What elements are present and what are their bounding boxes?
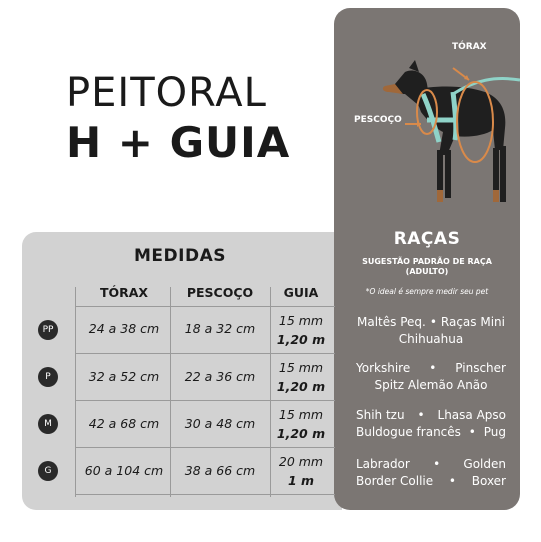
guia-width: 15 mm <box>278 407 324 422</box>
breed-name: Raças Mini <box>440 315 505 329</box>
divider <box>75 494 335 495</box>
title-line-1: PEITORAL <box>66 70 267 116</box>
size-badge: M <box>38 414 58 434</box>
pescoco-cell: 22 a 36 cm <box>184 369 256 384</box>
breed-name: Border Collie <box>356 474 434 488</box>
breed-name: Buldogue francês <box>356 425 461 439</box>
guia-width: 20 mm <box>278 454 324 469</box>
breed-name: Pug <box>483 425 506 439</box>
guia-length: 1,20 m <box>276 379 326 394</box>
racas-subtitle <box>334 257 520 277</box>
header-guia: GUIA <box>283 285 319 300</box>
size-badge: G <box>38 461 58 481</box>
racas-subtitle-line2: (ADULTO) <box>405 267 449 276</box>
torax-cell: 60 a 104 cm <box>84 463 164 478</box>
breed-name: Spitz Alemão Anão <box>374 378 488 392</box>
medidas-title: MEDIDAS <box>134 246 226 266</box>
breed-name: Chihuahua <box>398 332 464 346</box>
pescoco-cell: 38 a 66 cm <box>184 463 256 478</box>
torax-cell: 32 a 52 cm <box>88 369 160 384</box>
racas-subtitle-line1: SUGESTÃO PADRÃO DE RAÇA <box>362 257 492 266</box>
title-line-2: H + GUIA <box>66 118 291 167</box>
torax-cell: 24 a 38 cm <box>88 321 160 336</box>
divider <box>75 287 76 497</box>
breed-name: Golden <box>463 457 506 471</box>
size-badge: PP <box>38 320 58 340</box>
guia-cell <box>270 311 332 349</box>
guia-cell <box>270 452 332 490</box>
pescoco-cell: 18 a 32 cm <box>184 321 256 336</box>
breed-name: Shih tzu <box>356 408 405 422</box>
header-torax: TÓRAX <box>99 285 149 300</box>
divider <box>75 306 335 307</box>
breed-group-p: Yorkshire • Pinscher Spitz Alemão Anão <box>356 361 506 392</box>
size-badge: P <box>38 367 58 387</box>
breed-name: Lhasa Apso <box>437 408 506 422</box>
breed-name: Yorkshire <box>356 361 411 375</box>
breed-name: Boxer <box>471 474 506 488</box>
pescoco-cell: 30 a 48 cm <box>184 416 256 431</box>
guia-length: 1,20 m <box>276 426 326 441</box>
guia-width: 15 mm <box>278 313 324 328</box>
guia-length: 1,20 m <box>276 332 326 347</box>
breed-group-pp: Maltês Peq. • Raças Mini Chihuahua <box>357 315 505 346</box>
breed-name: Pinscher <box>455 361 506 375</box>
divider <box>75 353 335 354</box>
divider <box>75 400 335 401</box>
racas-title: RAÇAS <box>393 229 461 249</box>
racas-note: *O ideal é sempre medir seu pet <box>365 287 489 296</box>
guia-cell <box>270 405 332 443</box>
breed-name: Maltês Peq. <box>357 315 426 329</box>
guia-width: 15 mm <box>278 360 324 375</box>
dog-harness-illustration <box>335 50 520 210</box>
torax-label: TÓRAX <box>452 42 487 52</box>
breed-name: Labrador <box>356 457 410 471</box>
breed-group-g: Labrador • Golden Border Collie • Boxer <box>356 457 506 488</box>
torax-cell: 42 a 68 cm <box>88 416 160 431</box>
guia-length: 1 m <box>287 473 315 488</box>
divider <box>75 447 335 448</box>
pescoco-label: PESCOÇO <box>354 115 402 125</box>
breed-group-m: Shih tzu • Lhasa Apso Buldogue francês • Pug <box>356 408 506 439</box>
header-pescoco: PESCOÇO <box>186 285 254 300</box>
guia-cell <box>270 358 332 396</box>
